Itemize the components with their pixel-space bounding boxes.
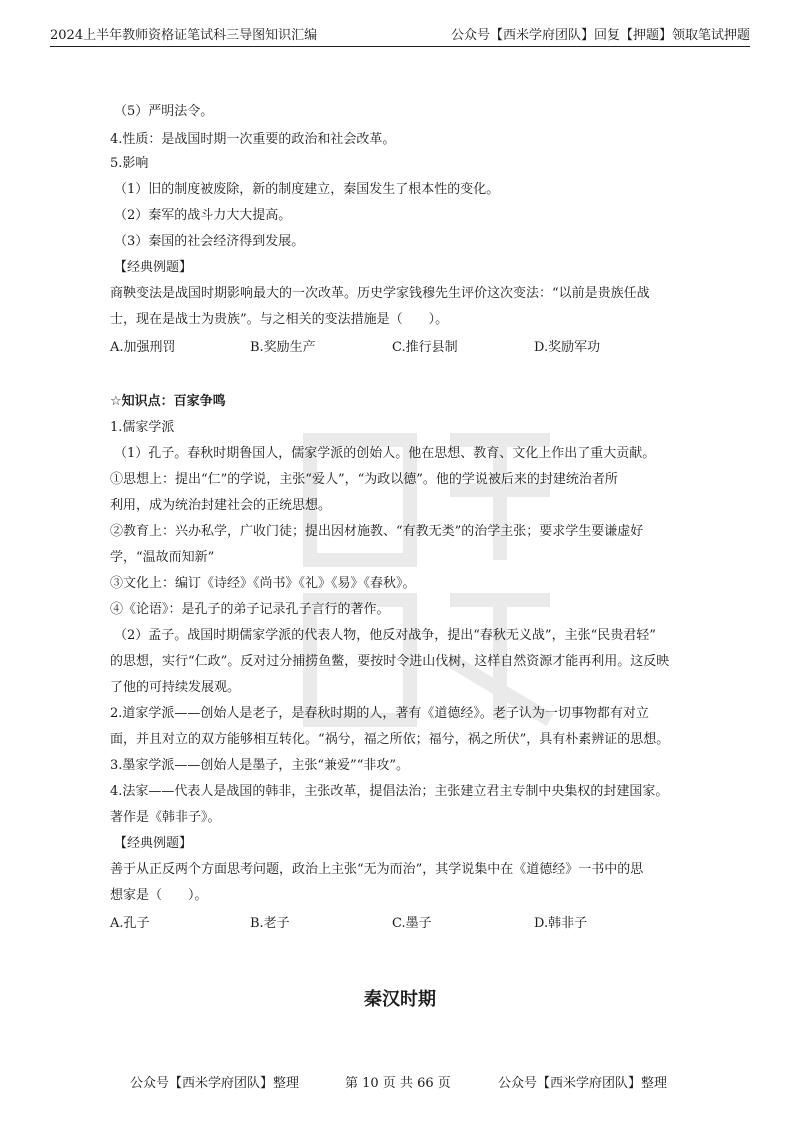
example-heading: 【经典例题】: [114, 260, 193, 275]
text-line: 的思想，实行“仁政”。反对过分捕捞鱼鳖，要按时令进山伐树，这样自然资源才能再利用。这反映: [110, 654, 670, 669]
answer-option-d: D.奖励军功: [534, 340, 601, 355]
page-number: 第 10 页 共 66 页: [345, 1076, 451, 1091]
text-line: ②教育上：兴办私学，广收门徒；提出因材施教、“有教无类”的治学主张；要求学生要谦虚好: [110, 524, 644, 539]
text-line: （1）孔子。春秋时期鲁国人，儒家学派的创始人。他在思想、教育、文化上作出了重大贡献。: [114, 446, 656, 461]
text-line: （2）孟子。战国时期儒家学派的代表人物，他反对战争，提出“春秋无义战”，主张“民贵君轻”: [114, 628, 656, 643]
text-line: 利用，成为统治封建社会的正统思想。: [110, 498, 332, 513]
text-line: 了他的可持续发展观。: [110, 680, 241, 695]
text-line: 1.儒家学派: [110, 420, 175, 435]
text-line: 3.墨家学派——创始人是墨子，主张“兼爱”“非攻”。: [110, 758, 409, 773]
text-line: （2）秦军的战斗力大大提高。: [114, 208, 292, 223]
text-line: 面，并且对立的双方能够相互转化。“祸兮，福之所依；福兮，祸之所伏”，具有朴素辨证的思想。: [110, 732, 670, 747]
page-header: [50, 22, 750, 47]
answer-option-b: B.奖励生产: [250, 340, 316, 355]
question-text: 想家是（ ）。: [110, 888, 208, 903]
header-promo-text: 公众号【西米学府团队】回复【押题】领取笔试押题: [450, 28, 750, 43]
answer-option-d: D.韩非子: [534, 916, 588, 931]
answer-option-a: A.孔子: [110, 916, 150, 931]
footer-right-text: 公众号【西米学府团队】整理: [498, 1076, 668, 1091]
example-heading: 【经典例题】: [114, 836, 193, 851]
text-line: 5.影响: [110, 156, 149, 171]
question-text: 善于从正反两个方面思考问题，政治上主张“无为而治”，其学说集中在《道德经》一书中的思: [110, 862, 644, 877]
question-text: 商鞅变法是战国时期影响最大的一次改革。历史学家钱穆先生评价这次变法：“以前是贵族任战: [110, 286, 650, 301]
text-line: （3）秦国的社会经济得到发展。: [114, 234, 305, 249]
section-title: 秦汉时期: [364, 989, 436, 1010]
answer-option-b: B.老子: [250, 916, 290, 931]
text-line: 2.道家学派——创始人是老子，是春秋时期的人，著有《道德经》。老子认为一切事物都有对立: [110, 706, 649, 721]
page-footer: [0, 1072, 800, 1092]
answer-option-c: C.推行县制: [392, 340, 458, 355]
question-text: 士，现在是战士为贵族”。与之相关的变法措施是（ ）。: [110, 312, 449, 327]
text-line: ④《论语》：是孔子的弟子记录孔子言行的著作。: [110, 602, 390, 617]
text-line: 4.性质：是战国时期一次重要的政治和社会改革。: [110, 132, 396, 147]
text-line: 著作是《韩非子》。: [110, 810, 221, 825]
footer-left-text: 公众号【西米学府团队】整理: [130, 1076, 300, 1091]
answer-option-c: C.墨子: [392, 916, 432, 931]
text-line: 学，“温故而知新”: [110, 550, 215, 565]
answer-option-a: A.加强刑罚: [110, 340, 176, 355]
text-line: ①思想上：提出“仁”的学说，主张“爱人”，“为政以德”。他的学说被后来的封建统治者所: [110, 472, 618, 487]
knowledge-point-heading: ☆知识点：百家争鸣: [110, 394, 226, 409]
text-line: （5）严明法令。: [114, 104, 214, 119]
text-line: （1）旧的制度被废除，新的制度建立，秦国发生了根本性的变化。: [114, 182, 500, 197]
header-document-title: 2024上半年教师资格证笔试科三导图知识汇编: [50, 28, 318, 43]
text-line: ③文化上：编订《诗经》《尚书》《礼》《易》《春秋》。: [110, 576, 416, 591]
text-line: 4.法家——代表人是战国的韩非，主张改革，提倡法治；主张建立君主专制中央集权的封建国家。: [110, 784, 669, 799]
